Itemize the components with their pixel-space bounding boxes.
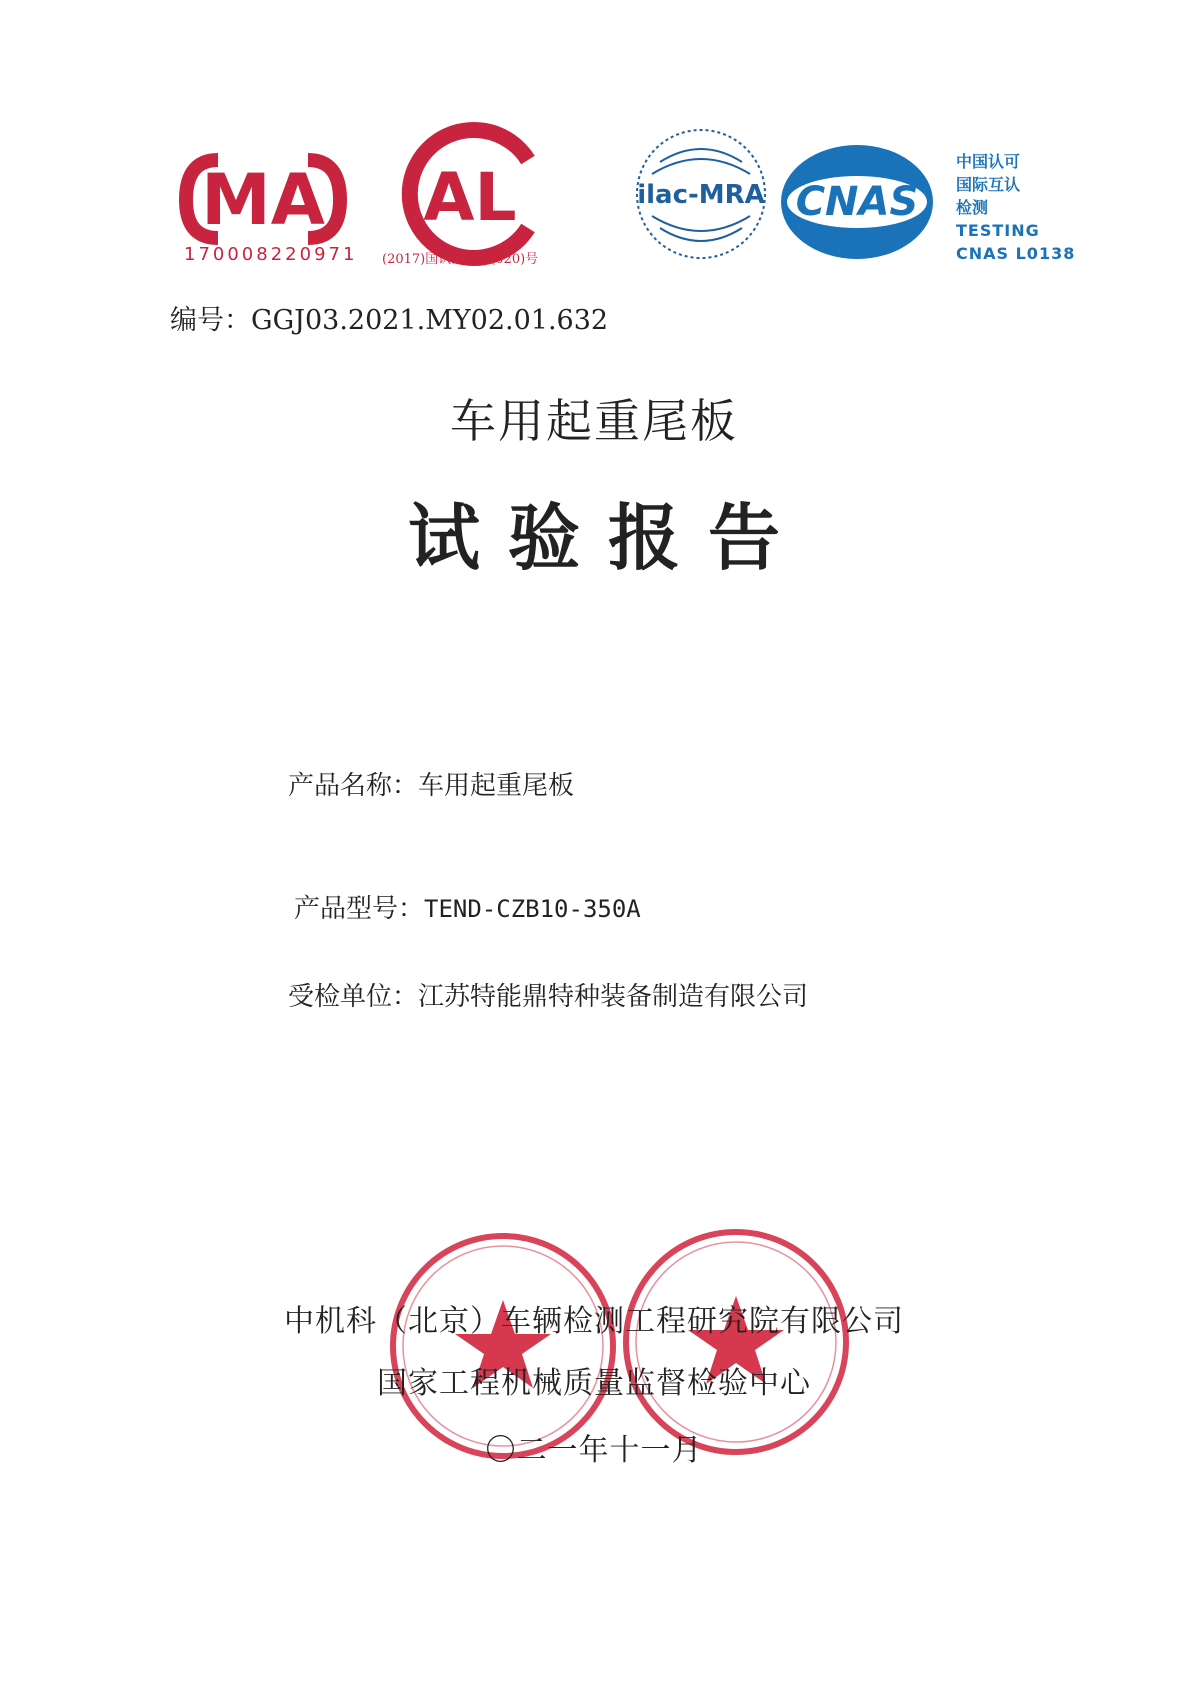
cnas-line: CNAS L0138 bbox=[956, 244, 1076, 263]
report-number-value: GGJ03.2021.MY02.01.632 bbox=[251, 305, 609, 336]
product-name-field bbox=[288, 765, 574, 802]
ilac-logo-text: ilac-MRA bbox=[637, 180, 765, 210]
product-name-value: 车用起重尾板 bbox=[418, 771, 575, 801]
product-title: 车用起重尾板 bbox=[450, 394, 738, 448]
cal-logo-text: AL bbox=[423, 159, 517, 236]
issuing-organization: 中机科（北京）车辆检测工程研究院有限公司 bbox=[284, 1304, 904, 1339]
report-title: 试验报告 bbox=[407, 496, 808, 580]
cnas-line: 检测 bbox=[956, 198, 989, 217]
cnas-line: 中国认可 bbox=[956, 152, 1021, 171]
cma-logo-text: MA bbox=[201, 159, 325, 241]
cnas-line: 国际互认 bbox=[956, 175, 1021, 194]
report-number bbox=[170, 298, 608, 337]
product-name-label: 产品名称： bbox=[288, 771, 419, 801]
client-label: 受检单位： bbox=[288, 982, 419, 1012]
client-field bbox=[288, 976, 808, 1013]
product-model-field bbox=[294, 888, 641, 925]
issue-date: 〇二一年十一月 bbox=[485, 1433, 703, 1468]
cal-number: (2017)国认监认字(020)号 bbox=[382, 252, 539, 267]
report-number-label: 编号： bbox=[170, 305, 251, 336]
inspection-center: 国家工程机械质量监督检验中心 bbox=[377, 1366, 811, 1401]
ilac-mra-logo bbox=[632, 124, 770, 264]
cnas-logo bbox=[778, 142, 936, 262]
product-model-label: 产品型号： bbox=[294, 894, 425, 924]
cnas-logo-text: CNAS bbox=[795, 179, 919, 225]
cnas-line: TESTING bbox=[956, 221, 1040, 240]
cma-number: 170008220971 bbox=[184, 244, 358, 265]
product-model-value: TEND-CZB10-350A bbox=[424, 895, 641, 923]
cal-logo bbox=[378, 120, 558, 268]
client-value: 江苏特能鼎特种装备制造有限公司 bbox=[418, 982, 809, 1012]
cnas-accreditation-text bbox=[956, 150, 1075, 265]
